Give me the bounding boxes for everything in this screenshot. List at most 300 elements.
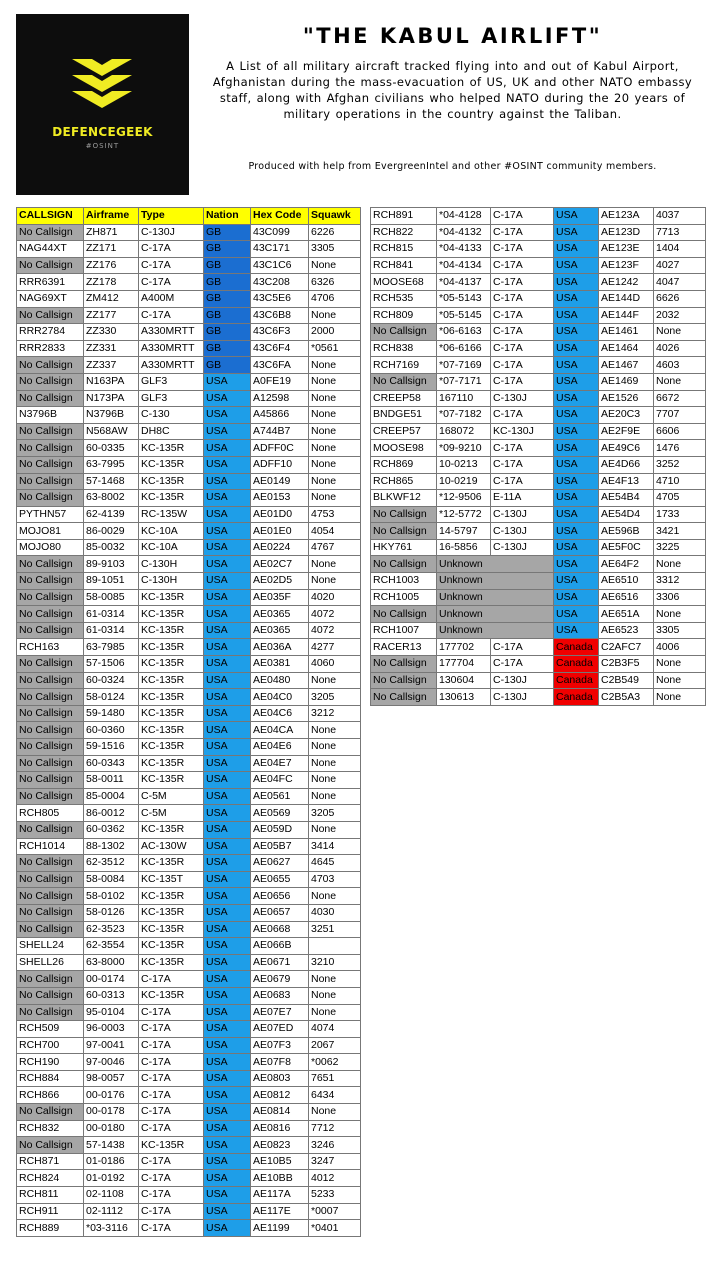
cell-airframe: ZZ177 xyxy=(84,307,139,324)
cell-nation: USA xyxy=(204,639,251,656)
cell-type: C-17A xyxy=(139,1187,204,1204)
cell-callsign: RCH7169 xyxy=(371,357,437,374)
cell-type: KC-135R xyxy=(139,622,204,639)
table-row xyxy=(17,506,361,523)
cell-callsign: No Callsign xyxy=(17,755,84,772)
cell-hex-code: AE0365 xyxy=(251,606,309,623)
cell-squawk: None xyxy=(309,821,361,838)
cell-nation: USA xyxy=(204,473,251,490)
cell-squawk: 4705 xyxy=(654,490,706,507)
cell-squawk: 4645 xyxy=(309,855,361,872)
cell-hex-code: 43C099 xyxy=(251,224,309,241)
cell-hex-code: AE1242 xyxy=(599,274,654,291)
cell-airframe: *05-5143 xyxy=(437,290,491,307)
cell-type: KC-135T xyxy=(139,871,204,888)
cell-hex-code: AE0149 xyxy=(251,473,309,490)
cell-squawk: None xyxy=(309,971,361,988)
cell-callsign: RCH871 xyxy=(17,1153,84,1170)
cell-squawk: None xyxy=(309,788,361,805)
cell-callsign: RCH535 xyxy=(371,290,437,307)
table-row xyxy=(371,539,706,556)
cell-callsign: RCH163 xyxy=(17,639,84,656)
cell-nation: USA xyxy=(554,357,599,374)
cell-airframe: Unknown xyxy=(437,556,554,573)
cell-nation: USA xyxy=(554,274,599,291)
table-row xyxy=(371,224,706,241)
cell-type: KC-135R xyxy=(139,656,204,673)
cell-airframe: *07-7169 xyxy=(437,357,491,374)
table-row xyxy=(371,556,706,573)
cell-nation: USA xyxy=(204,1021,251,1038)
cell-nation: GB xyxy=(204,357,251,374)
cell-callsign: No Callsign xyxy=(17,357,84,374)
table-row xyxy=(17,440,361,457)
cell-squawk: 4072 xyxy=(309,622,361,639)
cell-callsign: HKY761 xyxy=(371,539,437,556)
cell-type: C-17A xyxy=(139,1004,204,1021)
cell-nation: USA xyxy=(204,1120,251,1137)
cell-airframe: 14-5797 xyxy=(437,523,491,540)
cell-hex-code: 43C6FA xyxy=(251,357,309,374)
cell-airframe: 130613 xyxy=(437,689,491,706)
cell-type: C-17A xyxy=(139,1087,204,1104)
cell-airframe: 00-0178 xyxy=(84,1104,139,1121)
cell-airframe: 58-0085 xyxy=(84,589,139,606)
cell-hex-code: AE0803 xyxy=(251,1070,309,1087)
cell-nation: USA xyxy=(204,855,251,872)
cell-type: C-17A xyxy=(139,1054,204,1071)
cell-airframe: 60-0313 xyxy=(84,987,139,1004)
cell-callsign: BNDGE51 xyxy=(371,407,437,424)
cell-airframe: 10-0213 xyxy=(437,456,491,473)
cell-airframe: 63-7985 xyxy=(84,639,139,656)
table-row xyxy=(17,1004,361,1021)
cell-squawk: 1476 xyxy=(654,440,706,457)
cell-hex-code: AE0365 xyxy=(251,622,309,639)
cell-callsign: No Callsign xyxy=(371,656,437,673)
cell-hex-code: AE0679 xyxy=(251,971,309,988)
table-row xyxy=(371,606,706,623)
cell-squawk: 4026 xyxy=(654,340,706,357)
cell-hex-code: AE0224 xyxy=(251,539,309,556)
cell-hex-code: AE123F xyxy=(599,257,654,274)
cell-nation: USA xyxy=(204,1004,251,1021)
cell-hex-code: AE0627 xyxy=(251,855,309,872)
table-row xyxy=(17,1120,361,1137)
cell-type: C-17A xyxy=(139,1170,204,1187)
cell-nation: USA xyxy=(204,722,251,739)
cell-airframe: 10-0219 xyxy=(437,473,491,490)
cell-hex-code: AE07E7 xyxy=(251,1004,309,1021)
cell-type: C-17A xyxy=(139,307,204,324)
cell-type: KC-135R xyxy=(139,639,204,656)
cell-airframe: 85-0032 xyxy=(84,539,139,556)
cell-airframe: ZZ337 xyxy=(84,357,139,374)
cell-hex-code: AE144F xyxy=(599,307,654,324)
cell-hex-code: AE0153 xyxy=(251,490,309,507)
cell-squawk: 6226 xyxy=(309,224,361,241)
cell-airframe: N568AW xyxy=(84,423,139,440)
table-row xyxy=(371,440,706,457)
table-row xyxy=(17,938,361,955)
cell-squawk: 4767 xyxy=(309,539,361,556)
cell-airframe: 168072 xyxy=(437,423,491,440)
cell-nation: USA xyxy=(204,589,251,606)
cell-airframe: 57-1468 xyxy=(84,473,139,490)
cell-callsign: MOOSE98 xyxy=(371,440,437,457)
cell-type: C-130J xyxy=(491,506,554,523)
right-table-body xyxy=(371,208,706,706)
cell-nation: USA xyxy=(204,456,251,473)
cell-callsign: MOJO81 xyxy=(17,523,84,540)
table-row xyxy=(17,423,361,440)
cell-nation: USA xyxy=(204,407,251,424)
cell-type: C-130 xyxy=(139,407,204,424)
cell-type: C-17A xyxy=(491,456,554,473)
cell-airframe: ZZ171 xyxy=(84,241,139,258)
cell-airframe: 59-1516 xyxy=(84,739,139,756)
table-row xyxy=(371,340,706,357)
table-row xyxy=(17,1087,361,1104)
cell-nation: USA xyxy=(204,1054,251,1071)
cell-type: C-17A xyxy=(139,1021,204,1038)
cell-squawk: 3305 xyxy=(309,241,361,258)
cell-hex-code: AE07F8 xyxy=(251,1054,309,1071)
cell-nation: USA xyxy=(204,739,251,756)
cell-type: C-130J xyxy=(139,224,204,241)
cell-type: A330MRTT xyxy=(139,340,204,357)
cell-squawk: None xyxy=(654,672,706,689)
cell-hex-code: A45866 xyxy=(251,407,309,424)
cell-airframe: Unknown xyxy=(437,573,554,590)
cell-hex-code: AE10B5 xyxy=(251,1153,309,1170)
cell-hex-code: AE1526 xyxy=(599,390,654,407)
cell-squawk: 3251 xyxy=(309,921,361,938)
cell-callsign: RCH190 xyxy=(17,1054,84,1071)
cell-type: C-130J xyxy=(491,523,554,540)
table-row xyxy=(17,888,361,905)
cell-squawk: None xyxy=(309,490,361,507)
cell-callsign: No Callsign xyxy=(17,573,84,590)
cell-squawk: 3414 xyxy=(309,838,361,855)
table-row xyxy=(17,821,361,838)
cell-hex-code: 43C1C6 xyxy=(251,257,309,274)
cell-callsign: No Callsign xyxy=(17,589,84,606)
cell-airframe: 02-1112 xyxy=(84,1203,139,1220)
cell-type: KC-135R xyxy=(139,987,204,1004)
cell-type: C-17A xyxy=(491,639,554,656)
table-row xyxy=(371,672,706,689)
cell-hex-code: AE035F xyxy=(251,589,309,606)
table-row xyxy=(17,490,361,507)
cell-type: C-130J xyxy=(491,672,554,689)
cell-hex-code: AE0655 xyxy=(251,871,309,888)
table-row xyxy=(17,224,361,241)
cell-squawk: None xyxy=(309,772,361,789)
cell-nation: USA xyxy=(204,490,251,507)
cell-squawk: 3421 xyxy=(654,523,706,540)
cell-hex-code: AE0668 xyxy=(251,921,309,938)
cell-callsign: PYTHN57 xyxy=(17,506,84,523)
cell-callsign: No Callsign xyxy=(17,772,84,789)
cell-hex-code: C2AFC7 xyxy=(599,639,654,656)
cell-type: C-17A xyxy=(491,290,554,307)
cell-callsign: No Callsign xyxy=(17,473,84,490)
cell-hex-code: AE0569 xyxy=(251,805,309,822)
column-header-squawk: Squawk xyxy=(309,208,361,225)
cell-nation: GB xyxy=(204,307,251,324)
table-row xyxy=(371,639,706,656)
cell-callsign: CREEP58 xyxy=(371,390,437,407)
table-row xyxy=(17,1170,361,1187)
cell-airframe: 62-4139 xyxy=(84,506,139,523)
cell-type: C-130J xyxy=(491,539,554,556)
cell-squawk: None xyxy=(309,888,361,905)
table-row xyxy=(17,1153,361,1170)
cell-airframe: 58-0124 xyxy=(84,689,139,706)
page-title: "THE KABUL AIRLIFT" xyxy=(302,24,603,48)
cell-airframe: 57-1506 xyxy=(84,656,139,673)
cell-squawk: None xyxy=(309,473,361,490)
cell-callsign: RCH889 xyxy=(17,1220,84,1237)
column-header-airframe: Airframe xyxy=(84,208,139,225)
cell-airframe: 01-0186 xyxy=(84,1153,139,1170)
cell-hex-code: AE596B xyxy=(599,523,654,540)
table-row xyxy=(17,473,361,490)
cell-squawk: 1733 xyxy=(654,506,706,523)
cell-airframe: 58-0102 xyxy=(84,888,139,905)
cell-squawk: 4603 xyxy=(654,357,706,374)
cell-hex-code: AE117E xyxy=(251,1203,309,1220)
cell-squawk: 4012 xyxy=(309,1170,361,1187)
cell-squawk: None xyxy=(309,440,361,457)
cell-type: KC-135R xyxy=(139,589,204,606)
cell-type: C-17A xyxy=(491,440,554,457)
cell-nation: USA xyxy=(554,208,599,225)
cell-nation: USA xyxy=(204,506,251,523)
cell-type: C-17A xyxy=(491,307,554,324)
cell-squawk: 6606 xyxy=(654,423,706,440)
cell-type: DH8C xyxy=(139,423,204,440)
table-row xyxy=(17,573,361,590)
cell-hex-code: 43C6B8 xyxy=(251,307,309,324)
cell-nation: GB xyxy=(204,224,251,241)
table-row xyxy=(17,656,361,673)
table-row xyxy=(371,506,706,523)
cell-airframe: *12-5772 xyxy=(437,506,491,523)
cell-squawk: 6434 xyxy=(309,1087,361,1104)
cell-callsign: No Callsign xyxy=(17,888,84,905)
cell-squawk xyxy=(309,938,361,955)
cell-callsign: No Callsign xyxy=(17,739,84,756)
cell-type: KC-135R xyxy=(139,1137,204,1154)
cell-airframe: Unknown xyxy=(437,589,554,606)
cell-callsign: RCH809 xyxy=(371,307,437,324)
cell-hex-code: AE0671 xyxy=(251,954,309,971)
cell-airframe: *04-4128 xyxy=(437,208,491,225)
cell-nation: USA xyxy=(204,672,251,689)
cell-squawk: 3305 xyxy=(654,622,706,639)
cell-hex-code: C2B5A3 xyxy=(599,689,654,706)
aircraft-table-right xyxy=(370,207,706,706)
cell-type: A330MRTT xyxy=(139,357,204,374)
cell-squawk: 4753 xyxy=(309,506,361,523)
cell-squawk: 4277 xyxy=(309,639,361,656)
cell-callsign: No Callsign xyxy=(371,689,437,706)
cell-callsign: No Callsign xyxy=(17,705,84,722)
table-row xyxy=(17,755,361,772)
logo-tagline: #OSINT xyxy=(85,142,120,150)
cell-type: C-17A xyxy=(491,224,554,241)
cell-hex-code: A744B7 xyxy=(251,423,309,440)
cell-type: KC-135R xyxy=(139,772,204,789)
table-row xyxy=(17,1054,361,1071)
table-row xyxy=(17,921,361,938)
cell-airframe: 97-0046 xyxy=(84,1054,139,1071)
cell-type: C-17A xyxy=(491,373,554,390)
cell-hex-code: AE02C7 xyxy=(251,556,309,573)
cell-hex-code: AE20C3 xyxy=(599,407,654,424)
cell-nation: USA xyxy=(554,407,599,424)
cell-callsign: RCH805 xyxy=(17,805,84,822)
cell-airframe: *04-4134 xyxy=(437,257,491,274)
cell-type: RC-135W xyxy=(139,506,204,523)
cell-hex-code: AE04FC xyxy=(251,772,309,789)
cell-nation: USA xyxy=(204,1187,251,1204)
cell-callsign: No Callsign xyxy=(17,606,84,623)
cell-hex-code: AE0683 xyxy=(251,987,309,1004)
cell-hex-code: AE0561 xyxy=(251,788,309,805)
cell-squawk: None xyxy=(309,456,361,473)
cell-airframe: 98-0057 xyxy=(84,1070,139,1087)
cell-hex-code: AE54B4 xyxy=(599,490,654,507)
cell-type: C-17A xyxy=(139,1037,204,1054)
cell-type: KC-135R xyxy=(139,888,204,905)
cell-nation: USA xyxy=(204,556,251,573)
table-row xyxy=(17,407,361,424)
cell-hex-code: AE0381 xyxy=(251,656,309,673)
cell-callsign: No Callsign xyxy=(17,656,84,673)
cell-callsign: No Callsign xyxy=(17,987,84,1004)
table-row xyxy=(371,407,706,424)
cell-type: C-130J xyxy=(491,390,554,407)
cell-type: C-17A xyxy=(139,1203,204,1220)
cell-hex-code: AE02D5 xyxy=(251,573,309,590)
cell-callsign: RCH700 xyxy=(17,1037,84,1054)
cell-type: C-17A xyxy=(139,971,204,988)
table-row xyxy=(17,772,361,789)
cell-airframe: 59-1480 xyxy=(84,705,139,722)
cell-hex-code: AE04CA xyxy=(251,722,309,739)
cell-squawk: None xyxy=(654,606,706,623)
cell-type: KC-135R xyxy=(139,938,204,955)
cell-squawk: 4703 xyxy=(309,871,361,888)
cell-hex-code: AE04C0 xyxy=(251,689,309,706)
table-row xyxy=(17,373,361,390)
cell-type: C-5M xyxy=(139,788,204,805)
cell-squawk: None xyxy=(654,656,706,673)
cell-nation: USA xyxy=(554,523,599,540)
cell-type: KC-135R xyxy=(139,456,204,473)
cell-nation: USA xyxy=(204,705,251,722)
cell-airframe: N173PA xyxy=(84,390,139,407)
cell-hex-code: AE01E0 xyxy=(251,523,309,540)
cell-nation: USA xyxy=(204,888,251,905)
cell-nation: USA xyxy=(554,556,599,573)
cell-callsign: No Callsign xyxy=(371,556,437,573)
cell-callsign: RCH891 xyxy=(371,208,437,225)
cell-airframe: 60-0360 xyxy=(84,722,139,739)
cell-hex-code: AE1199 xyxy=(251,1220,309,1237)
cell-airframe: 88-1302 xyxy=(84,838,139,855)
table-row xyxy=(371,656,706,673)
cell-hex-code: AE0823 xyxy=(251,1137,309,1154)
cell-callsign: BLKWF12 xyxy=(371,490,437,507)
cell-hex-code: AE49C6 xyxy=(599,440,654,457)
cell-squawk: 4037 xyxy=(654,208,706,225)
cell-airframe: 60-0362 xyxy=(84,821,139,838)
table-row xyxy=(17,324,361,341)
cell-squawk: 3247 xyxy=(309,1153,361,1170)
cell-type: KC-135R xyxy=(139,855,204,872)
cell-type: C-17A xyxy=(491,340,554,357)
table-row xyxy=(17,672,361,689)
table-row xyxy=(371,622,706,639)
table-row xyxy=(17,739,361,756)
cell-hex-code: AE1461 xyxy=(599,324,654,341)
cell-type: KC-135R xyxy=(139,904,204,921)
cell-airframe: 58-0084 xyxy=(84,871,139,888)
cell-callsign: SHELL24 xyxy=(17,938,84,955)
cell-callsign: No Callsign xyxy=(17,456,84,473)
cell-squawk: 3225 xyxy=(654,539,706,556)
cell-airframe: 62-3554 xyxy=(84,938,139,955)
cell-hex-code: AE0814 xyxy=(251,1104,309,1121)
cell-nation: USA xyxy=(554,340,599,357)
cell-type: KC-135R xyxy=(139,739,204,756)
cell-nation: USA xyxy=(204,805,251,822)
cell-airframe: 63-8002 xyxy=(84,490,139,507)
cell-squawk: 3205 xyxy=(309,689,361,706)
cell-hex-code: AE07ED xyxy=(251,1021,309,1038)
cell-callsign: No Callsign xyxy=(371,324,437,341)
table-row xyxy=(17,357,361,374)
cell-airframe: Unknown xyxy=(437,622,554,639)
cell-squawk: *0561 xyxy=(309,340,361,357)
cell-squawk: None xyxy=(309,373,361,390)
cell-squawk: 3210 xyxy=(309,954,361,971)
cell-callsign: MOOSE68 xyxy=(371,274,437,291)
cell-nation: USA xyxy=(554,473,599,490)
cell-nation: USA xyxy=(204,971,251,988)
cell-airframe: *07-7182 xyxy=(437,407,491,424)
cell-type: C-17A xyxy=(491,241,554,258)
cell-squawk: None xyxy=(309,423,361,440)
cell-nation: GB xyxy=(204,241,251,258)
cell-airframe: ZZ331 xyxy=(84,340,139,357)
cell-callsign: No Callsign xyxy=(17,556,84,573)
cell-hex-code: AE0812 xyxy=(251,1087,309,1104)
table-row xyxy=(371,307,706,324)
cell-callsign: RACER13 xyxy=(371,639,437,656)
cell-hex-code: AE4F13 xyxy=(599,473,654,490)
table-row xyxy=(17,971,361,988)
table-row xyxy=(371,241,706,258)
cell-callsign: No Callsign xyxy=(17,722,84,739)
cell-nation: USA xyxy=(204,871,251,888)
column-header-nation: Nation xyxy=(204,208,251,225)
cell-callsign: RCH822 xyxy=(371,224,437,241)
